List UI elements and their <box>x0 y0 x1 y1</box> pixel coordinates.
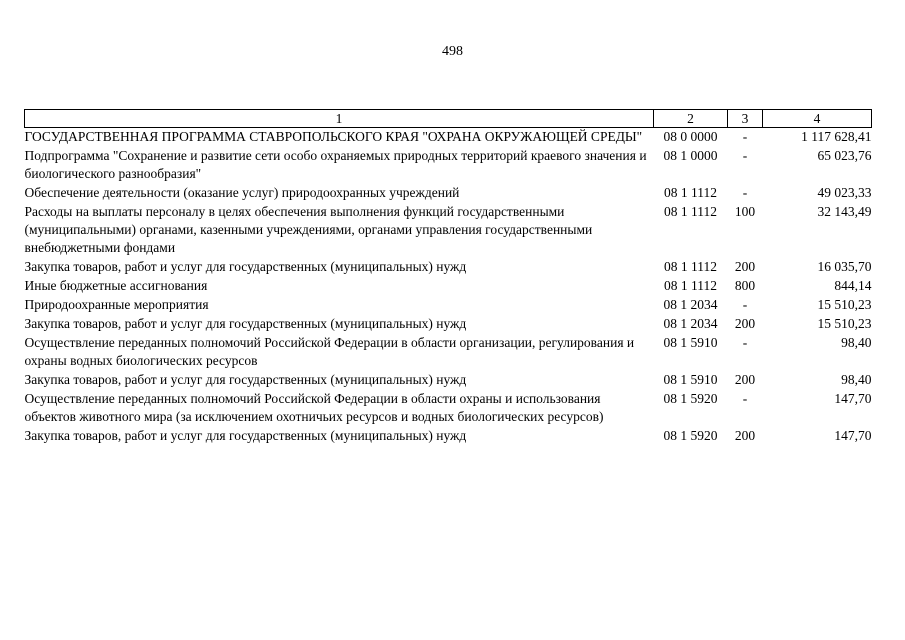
row-expense-type: 200 <box>734 428 756 443</box>
table-row <box>25 203 872 258</box>
row-code: 08 1 5910 <box>663 335 718 350</box>
row-name: Закупка товаров, работ и услуг для государственных (муниципальных) нужд <box>24 428 467 443</box>
table-row <box>25 371 872 390</box>
row-code: 08 1 1112 <box>664 278 717 293</box>
row-amount: 844,14 <box>834 278 872 293</box>
table-row <box>25 390 872 427</box>
row-name: Закупка товаров, работ и услуг для государственных (муниципальных) нужд <box>24 372 467 387</box>
row-amount: 15 510,23 <box>817 297 872 312</box>
header-col-3: 3 <box>728 110 763 128</box>
header-row <box>25 110 872 128</box>
row-amount: 98,40 <box>841 335 872 350</box>
row-amount: 16 035,70 <box>817 259 872 274</box>
row-expense-type: - <box>742 129 748 144</box>
table-row <box>25 427 872 446</box>
row-code: 08 1 5910 <box>663 372 718 387</box>
table-row <box>25 315 872 334</box>
row-expense-type: - <box>742 297 748 312</box>
row-code: 08 1 2034 <box>663 316 718 331</box>
row-name: Закупка товаров, работ и услуг для государственных (муниципальных) нужд <box>24 316 467 331</box>
row-code: 08 1 1112 <box>664 259 717 274</box>
row-code: 08 1 5920 <box>663 428 718 443</box>
row-expense-type: 100 <box>734 204 756 219</box>
row-name: Расходы на выплаты персоналу в целях обеспечения выполнения функций государственными (муниципальными) органами, казенными учреждениями, органами управления государственными внебюджетными фондами <box>24 204 593 255</box>
table-row <box>25 128 872 148</box>
table-row <box>25 147 872 184</box>
row-amount: 1 117 628,41 <box>801 129 872 144</box>
row-name: Иные бюджетные ассигнования <box>24 278 208 293</box>
row-expense-type: 200 <box>734 316 756 331</box>
header-col-2: 2 <box>654 110 728 128</box>
table-row <box>25 334 872 371</box>
row-expense-type: - <box>742 335 748 350</box>
row-name: Подпрограмма "Сохранение и развитие сети особо охраняемых природных территорий краевого значения и биологического разнообразия" <box>24 148 647 181</box>
row-expense-type: 200 <box>734 372 756 387</box>
row-amount: 98,40 <box>841 372 872 387</box>
table-row <box>25 296 872 315</box>
table-header <box>25 110 872 128</box>
header-col-4: 4 <box>763 110 872 128</box>
row-expense-type: 800 <box>734 278 756 293</box>
budget-table <box>24 109 872 446</box>
row-code: 08 1 1112 <box>664 185 717 200</box>
row-code: 08 1 5920 <box>663 391 718 406</box>
row-expense-type: - <box>742 185 748 200</box>
table-body <box>25 128 872 447</box>
table-row <box>25 184 872 203</box>
row-code: 08 1 2034 <box>663 297 718 312</box>
row-code: 08 1 0000 <box>663 148 718 163</box>
row-code: 08 1 1112 <box>664 204 717 219</box>
header-col-1: 1 <box>25 110 654 128</box>
row-expense-type: - <box>742 391 748 406</box>
row-amount: 49 023,33 <box>817 185 872 200</box>
row-name: Закупка товаров, работ и услуг для государственных (муниципальных) нужд <box>24 259 467 274</box>
row-name: Осуществление переданных полномочий Российской Федерации в области организации, регулирования и охраны водных биологических ресурсов <box>24 335 635 368</box>
row-amount: 147,70 <box>834 391 872 406</box>
row-name: Обеспечение деятельности (оказание услуг) природоохранных учреждений <box>24 185 460 200</box>
row-expense-type: - <box>742 148 748 163</box>
row-amount: 147,70 <box>834 428 872 443</box>
row-amount: 32 143,49 <box>817 204 872 219</box>
row-name: Осуществление переданных полномочий Российской Федерации в области охраны и использования объектов животного мира (за исключением охотничьих ресурсов и водных биологических ресурсов) <box>24 391 604 424</box>
row-expense-type: 200 <box>734 259 756 274</box>
row-name: ГОСУДАРСТВЕННАЯ ПРОГРАММА СТАВРОПОЛЬСКОГО КРАЯ "ОХРАНА ОКРУЖАЮЩЕЙ СРЕДЫ" <box>24 129 643 144</box>
table-row <box>25 277 872 296</box>
row-code: 08 0 0000 <box>663 129 718 144</box>
row-amount: 15 510,23 <box>817 316 872 331</box>
row-name: Природоохранные мероприятия <box>24 297 209 312</box>
row-amount: 65 023,76 <box>817 148 872 163</box>
page-number: 498 <box>442 44 463 59</box>
table-row <box>25 258 872 277</box>
